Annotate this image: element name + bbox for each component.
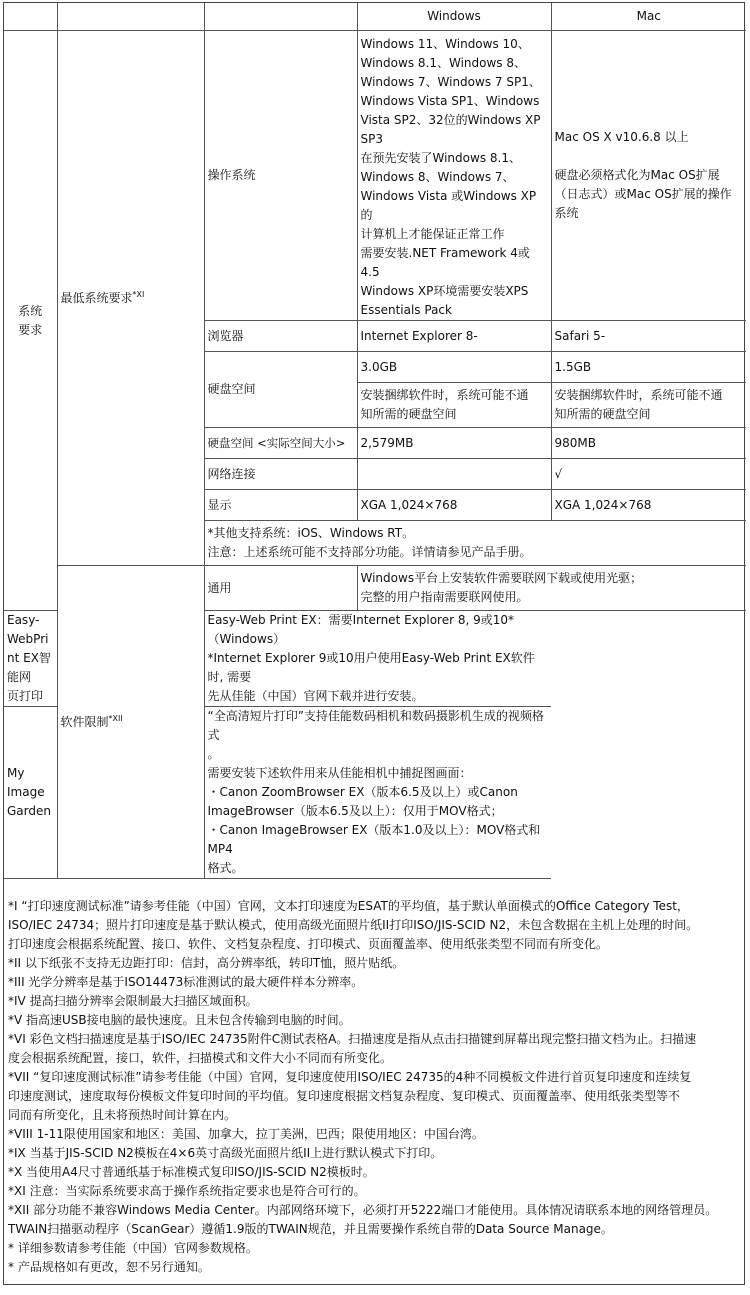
footnote-line: *I “打印速度测试标准”请参考佳能（中国）官网，文本打印速度为ESAT的平均值，基于默认单面模式的Office Category Test， [8,899,689,913]
os-label: 操作系统 [204,31,357,321]
footnote-line: *V 指高速USB接电脑的最快速度。且未包含传输到电脑的时间。 [8,1013,351,1027]
browser-windows: Internet Explorer 8- [357,321,551,352]
row-general [4,566,746,611]
disk-actual-mac: 980MB [551,428,746,459]
min-req-label: 最低系统要求$^{*XI}$ [57,31,204,566]
header-mac: Mac [551,3,746,31]
footnotes [4,879,744,1277]
sys-req-label: 系统 要求 [4,31,57,611]
disk-mac: 1.5GB [551,352,746,383]
general-text: Windows平台上安装软件需要联网下载或使用光驱； 完整的用户指南需要联网使用。 [357,566,746,611]
mig-label: My Image Garden [4,707,57,879]
footnote-line: *III 光学分辨率是基于ISO14473标准测试的最大硬件样本分辨率。 [8,975,364,989]
ewp-label: Easy-WebPrint EX智能网 页打印 [4,611,57,707]
footnote-line: 度会根据系统配置，接口，软件，扫描模式和文件大小不同而有所变化。 [8,1051,393,1065]
footnote-line: *VI 彩色文档扫描速度是基于ISO/IEC 24735附件C测试表格A。扫描速度是指从点击扫描键到屏幕出现完整扫描文档为止。扫描速 [8,1032,697,1046]
footnote-line: * 详细参数请参考佳能（中国）官网参数规格。 [8,1241,258,1255]
spec-document [3,2,745,1285]
header-windows: Windows [357,3,551,31]
general-label: 通用 [204,566,357,611]
footnote-line: TWAIN扫描驱动程序（ScanGear）遵循1.9版的TWAIN规范，并且需要操作系统自带的Data Source Manage。 [8,1222,613,1236]
disk-actual-label: 硬盘空间 <实际空间大小> [204,428,357,459]
display-label: 显示 [204,490,357,521]
disk-windows: 3.0GB [357,352,551,383]
footnote-line: 同而有所变化，且未将预热时间计算在内。 [8,1108,237,1122]
other-systems-note: *其他支持系统：iOS、Windows RT。 注意：上述系统可能不支持部分功能。详情请参见产品手册。 [204,521,746,566]
footnote-line: *VII “复印速度测试标准”请参考佳能（中国）官网，复印速度使用ISO/IEC 24735的4种不同模板文件进行首页复印速度和连续复 [8,1070,692,1084]
footnote-line: *IV 提高扫描分辨率会限制最大扫描区域面积。 [8,994,258,1008]
footnote-line: 打印速度会根据系统配置、接口、软件、文档复杂程度、打印模式、页面覆盖率、使用纸张类型不同而有所变化。 [8,937,609,951]
footnote-line: *XII 部分功能不兼容Windows Media Center。内部网络环境下，必须打开5222端口才能使用。具体情况请联系本地的网络管理员。 [8,1203,718,1217]
footnote-line: 印速度测试，速度取每份模板文件复印时间的平均值。复印速度根据文档复杂程度、复印模式、页面覆盖率、使用纸张类型等不 [8,1089,681,1103]
footnote-line: ISO/IEC 24734；照片打印速度是基于默认模式，使用高级光面照片纸II打印ISO/JIS-SCID N2，未包含数据在主机上处理的时间。 [8,918,699,932]
browser-label: 浏览器 [204,321,357,352]
software-label: 软件限制$^{*XII}$ [57,566,204,879]
network-windows [357,459,551,490]
row-os [4,31,746,321]
disk-mac-note: 安装捆绑软件时，系统可能不通 知所需的硬盘空间 [551,383,746,428]
disk-windows-note: 安装捆绑软件时，系统可能不通 知所需的硬盘空间 [357,383,551,428]
network-mac: √ [551,459,746,490]
footnote-line: * 产品规格如有更改，恕不另行通知。 [8,1260,210,1274]
disk-actual-windows: 2,579MB [357,428,551,459]
footnote-line: *VIII 1-11限使用国家和地区：美国、加拿大，拉丁美洲，巴西；限使用地区：中国台湾。 [8,1127,484,1141]
footnote-line: *XI 注意：当实际系统要求高于操作系统指定要求也是符合可行的。 [8,1184,366,1198]
display-mac: XGA 1,024×768 [551,490,746,521]
footnote-line: *IX 当基于JIS-SCID N2模板在4×6英寸高级光面照片纸II上进行默认模式下打印。 [8,1146,443,1160]
footnote-line: *X 当使用A4尺寸普通纸基于标准模式复印ISO/JIS-SCID N2模板时。 [8,1165,375,1179]
disk-label: 硬盘空间 [204,352,357,428]
ewp-text: Easy-Web Print EX：需要Internet Explorer 8, 9或10* （Windows） *Internet Explorer 9或10用户使用Easy-Web Print EX软件时, 需要 先从佳能（中国）官网下载并进行安装。 [204,611,551,707]
os-mac: Mac OS X v10.6.8 以上 硬盘必须格式化为Mac OS扩展 （日志式）或Mac OS扩展的操作 系统 [551,31,746,321]
os-windows: Windows 11、Windows 10、 Windows 8.1、Windows 8、 Windows 7、Windows 7 SP1、 Windows Vista SP1、Windows Vista SP2、32位的Windows XP SP3 在预先安装了Windows 8.1、 Windows 8、Windows 7、 Windows Vista 或Windows XP的 计算机上才能保证正常工作 需要安装.NET Framework 4或 4.5 Windows XP环境需要安装XPS Essentials Pack [357,31,551,321]
browser-mac: Safari 5- [551,321,746,352]
header-row [4,3,746,31]
footnote-line: *II 以下纸张不支持无边距打印：信封，高分辨率纸，转印T恤，照片贴纸。 [8,956,405,970]
network-label: 网络连接 [204,459,357,490]
display-windows: XGA 1,024×768 [357,490,551,521]
spec-table [4,3,746,879]
mig-text: “全高清短片打印”支持佳能数码相机和数码摄影机生成的视频格式 。 需要安装下述软件用来从佳能相机中捕捉图画面： ・Canon ZoomBrowser EX（版本6.5及以上）或Canon ImageBrowser（版本6.5及以上）：仅用于MOV格式； ・Canon ImageBrowser EX（版本1.0及以上）：MOV格式和MP4 格式。 [204,707,551,879]
